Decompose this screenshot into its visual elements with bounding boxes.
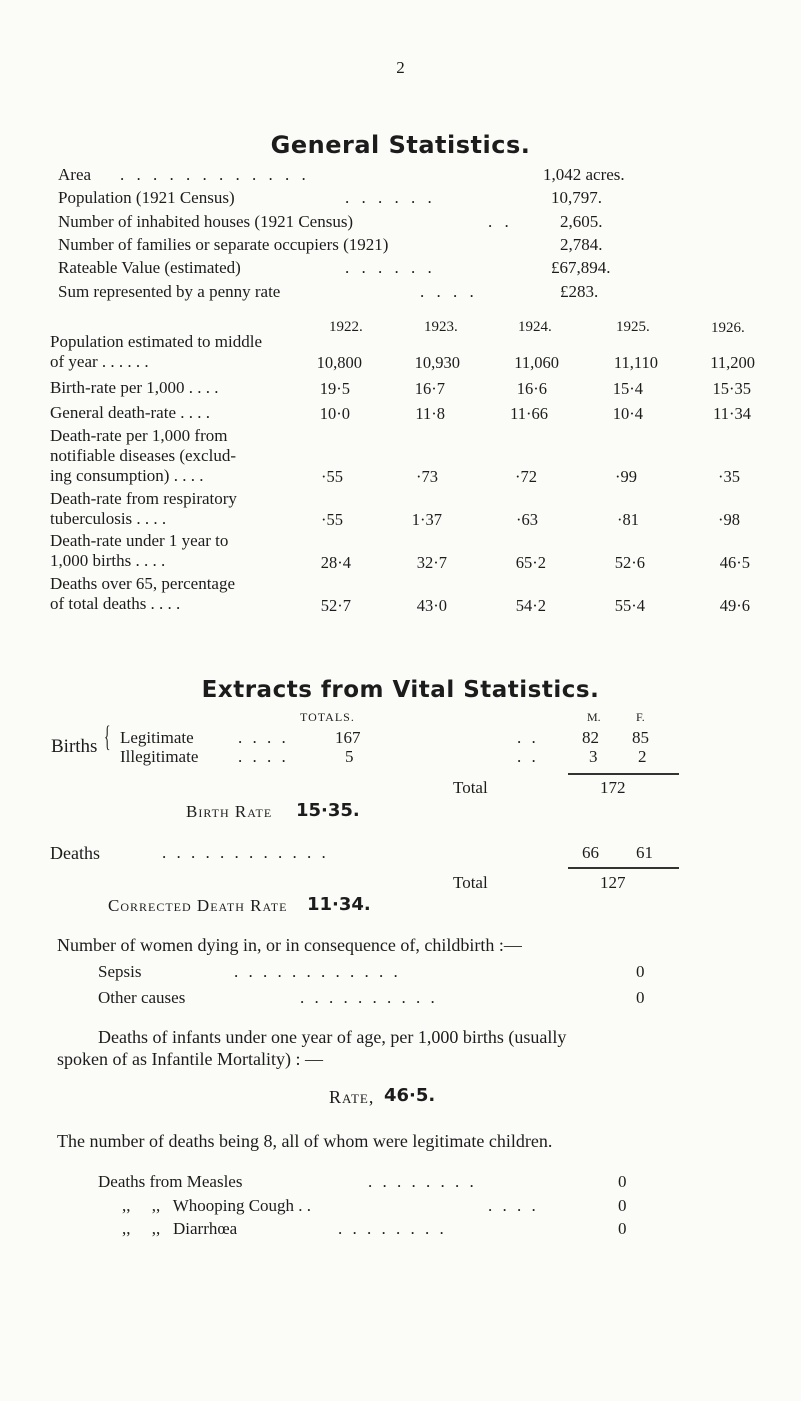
row-label-line: of year . . . . . . bbox=[50, 352, 149, 371]
year-header: 1924. bbox=[518, 319, 552, 335]
leader-dots: . . . . . . . . . . . . bbox=[120, 165, 310, 184]
table-cell: 52·7 bbox=[320, 596, 351, 615]
table-cell: 52·6 bbox=[614, 553, 645, 572]
general-row-label: Area bbox=[58, 165, 92, 184]
infant-text-line: Deaths of infants under one year of age, per 1,000 births (usually bbox=[98, 1027, 567, 1047]
disease-row-value: 0 bbox=[618, 1219, 627, 1238]
infant-text-line: spoken of as Infantile Mortality) : — bbox=[57, 1049, 323, 1069]
divider bbox=[568, 773, 679, 775]
general-row-label: Rateable Value (estimated) bbox=[58, 258, 241, 277]
table-cell: 15·4 bbox=[612, 379, 643, 398]
leader-dots: . . . . . . . . . . bbox=[300, 988, 438, 1007]
table-cell: 46·5 bbox=[719, 553, 750, 572]
maternal-intro: Number of women dying in, or in consequence of, childbirth :— bbox=[57, 935, 522, 955]
disease-row-label: ,, ,, Whooping Cough . . bbox=[122, 1196, 312, 1215]
row-label-line: 1,000 births . . . . bbox=[50, 551, 166, 570]
deaths-male: 66 bbox=[582, 843, 599, 862]
general-row-value: 2,605. bbox=[560, 212, 603, 231]
row-label bbox=[50, 531, 228, 571]
row-label-line: of total deaths . . . . bbox=[50, 594, 181, 613]
row-label-line: ing consumption) . . . . bbox=[50, 466, 204, 485]
infant-rate-value: 46·5. bbox=[384, 1085, 436, 1106]
general-row-label: Population (1921 Census) bbox=[58, 188, 235, 207]
deaths-label: Deaths bbox=[50, 843, 100, 863]
table-cell: 10·0 bbox=[319, 404, 350, 423]
year-header: 1923. bbox=[424, 319, 458, 335]
maternal-row-label: Sepsis bbox=[98, 962, 142, 981]
table-cell: 19·5 bbox=[319, 379, 350, 398]
general-row-value: 2,784. bbox=[560, 235, 603, 254]
row-label-line: tuberculosis . . . . bbox=[50, 509, 167, 528]
births-total: 167 bbox=[335, 728, 361, 747]
births-female: 2 bbox=[638, 747, 647, 766]
year-header: 1922. bbox=[329, 319, 363, 335]
infant-note: The number of deaths being 8, all of whom were legitimate children. bbox=[57, 1131, 553, 1151]
leader-dots: . . . . . . . . . . . . bbox=[162, 843, 329, 862]
infant-rate-label: Rate, bbox=[329, 1087, 375, 1107]
table-cell: 11·34 bbox=[713, 404, 751, 423]
table-cell: ·72 bbox=[515, 467, 537, 486]
table-cell: ·55 bbox=[321, 467, 343, 486]
table-cell: 1·37 bbox=[411, 510, 442, 529]
deaths-total-value: 127 bbox=[600, 873, 626, 892]
row-label bbox=[50, 378, 219, 398]
leader-dots: . . . . bbox=[420, 282, 478, 301]
table-cell: 11·66 bbox=[510, 404, 548, 423]
births-female: 85 bbox=[632, 728, 649, 747]
leader-dots: . . bbox=[488, 212, 513, 231]
leader-dots: . . bbox=[517, 747, 539, 766]
births-total: 5 bbox=[345, 747, 354, 766]
deaths-female: 61 bbox=[636, 843, 653, 862]
birth-rate-value: 15·35. bbox=[296, 800, 360, 821]
divider bbox=[568, 867, 679, 869]
table-cell: 55·4 bbox=[614, 596, 645, 615]
brace-icon: { bbox=[104, 720, 111, 753]
leader-dots: . . . . . . . . bbox=[338, 1219, 447, 1238]
row-label bbox=[50, 489, 237, 529]
births-total-label: Total bbox=[453, 778, 488, 797]
table-cell: 16·6 bbox=[516, 379, 547, 398]
male-header: M. bbox=[587, 710, 601, 724]
general-row-value: 1,042 acres. bbox=[543, 165, 625, 184]
female-header: F. bbox=[636, 710, 645, 724]
general-row-value: 10,797. bbox=[551, 188, 602, 207]
deaths-total-label: Total bbox=[453, 873, 488, 892]
row-label-line: General death-rate . . . . bbox=[50, 403, 210, 422]
table-cell: 54·2 bbox=[515, 596, 546, 615]
table-cell: 28·4 bbox=[320, 553, 351, 572]
disease-row-label: Deaths from Measles bbox=[98, 1172, 243, 1191]
table-cell: ·63 bbox=[516, 510, 538, 529]
table-cell: ·81 bbox=[617, 510, 639, 529]
table-cell: 11,110 bbox=[613, 353, 658, 372]
table-cell: ·99 bbox=[615, 467, 637, 486]
leader-dots: . . . . bbox=[238, 747, 289, 766]
table-cell: ·35 bbox=[718, 467, 740, 486]
general-row-label: Sum represented by a penny rate bbox=[58, 282, 281, 301]
leader-dots: . . . . bbox=[488, 1196, 539, 1215]
maternal-row-value: 0 bbox=[636, 988, 645, 1007]
table-cell: 10,800 bbox=[316, 353, 362, 372]
maternal-row-value: 0 bbox=[636, 962, 645, 981]
totals-header: TOTALS. bbox=[300, 710, 355, 724]
row-label-line: Death-rate from respiratory bbox=[50, 489, 237, 508]
row-label-line: Population estimated to middle bbox=[50, 332, 263, 351]
table-cell: 11,200 bbox=[710, 353, 755, 372]
general-row-label: Number of inhabited houses (1921 Census) bbox=[58, 212, 354, 231]
births-row-label: Legitimate bbox=[120, 728, 194, 747]
births-male: 3 bbox=[589, 747, 598, 766]
vital-statistics-heading: Extracts from Vital Statistics. bbox=[201, 677, 600, 703]
birth-rate-label: Birth Rate bbox=[186, 802, 273, 821]
table-cell: ·73 bbox=[416, 467, 438, 486]
table-cell: 10,930 bbox=[414, 353, 460, 372]
corrected-death-rate-label: Corrected Death Rate bbox=[108, 896, 288, 915]
leader-dots: . . . . . . bbox=[345, 188, 436, 207]
corrected-death-rate-value: 11·34. bbox=[307, 894, 371, 915]
table-cell: 32·7 bbox=[416, 553, 447, 572]
leader-dots: . . . . . . . . bbox=[368, 1172, 477, 1191]
births-row-label: Illegitimate bbox=[120, 747, 199, 766]
row-label-line: Death-rate per 1,000 from bbox=[50, 426, 228, 445]
leader-dots: . . bbox=[517, 728, 539, 747]
table-cell: ·98 bbox=[718, 510, 740, 529]
table-cell: 16·7 bbox=[414, 379, 445, 398]
year-header: 1926. bbox=[711, 320, 745, 336]
table-cell: 15·35 bbox=[712, 379, 751, 398]
table-cell: 10·4 bbox=[612, 404, 643, 423]
leader-dots: . . . . bbox=[238, 728, 289, 747]
row-label-line: Death-rate under 1 year to bbox=[50, 531, 229, 550]
year-header: 1925. bbox=[616, 319, 650, 335]
births-total-value: 172 bbox=[600, 778, 626, 797]
table-cell: 11,060 bbox=[514, 353, 559, 372]
row-label bbox=[50, 574, 235, 614]
births-label: Births bbox=[51, 736, 98, 757]
table-cell: ·55 bbox=[321, 510, 343, 529]
table-cell: 65·2 bbox=[515, 553, 546, 572]
disease-row-value: 0 bbox=[618, 1196, 627, 1215]
maternal-row-label: Other causes bbox=[98, 988, 186, 1007]
row-label-line: notifiable diseases (exclud- bbox=[50, 446, 236, 465]
general-row-value: £67,894. bbox=[551, 258, 611, 277]
general-row-label: Number of families or separate occupiers (1921) bbox=[58, 235, 389, 254]
row-label bbox=[50, 426, 236, 486]
table-cell: 11·8 bbox=[415, 404, 445, 423]
general-statistics-heading: General Statistics. bbox=[270, 131, 531, 159]
page-number: 2 bbox=[396, 58, 405, 77]
row-label bbox=[50, 403, 210, 423]
row-label-line: Deaths over 65, percentage bbox=[50, 574, 236, 593]
disease-row-value: 0 bbox=[618, 1172, 627, 1191]
table-cell: 49·6 bbox=[719, 596, 750, 615]
row-label-line: Birth-rate per 1,000 . . . . bbox=[50, 378, 219, 397]
leader-dots: . . . . . . bbox=[345, 258, 436, 277]
row-label bbox=[50, 332, 262, 372]
disease-row-label: ,, ,, Diarrhœa bbox=[122, 1219, 238, 1238]
general-row-value: £283. bbox=[560, 282, 599, 301]
leader-dots: . . . . . . . . . . . . bbox=[234, 962, 401, 981]
births-male: 82 bbox=[582, 728, 599, 747]
table-cell: 43·0 bbox=[416, 596, 447, 615]
